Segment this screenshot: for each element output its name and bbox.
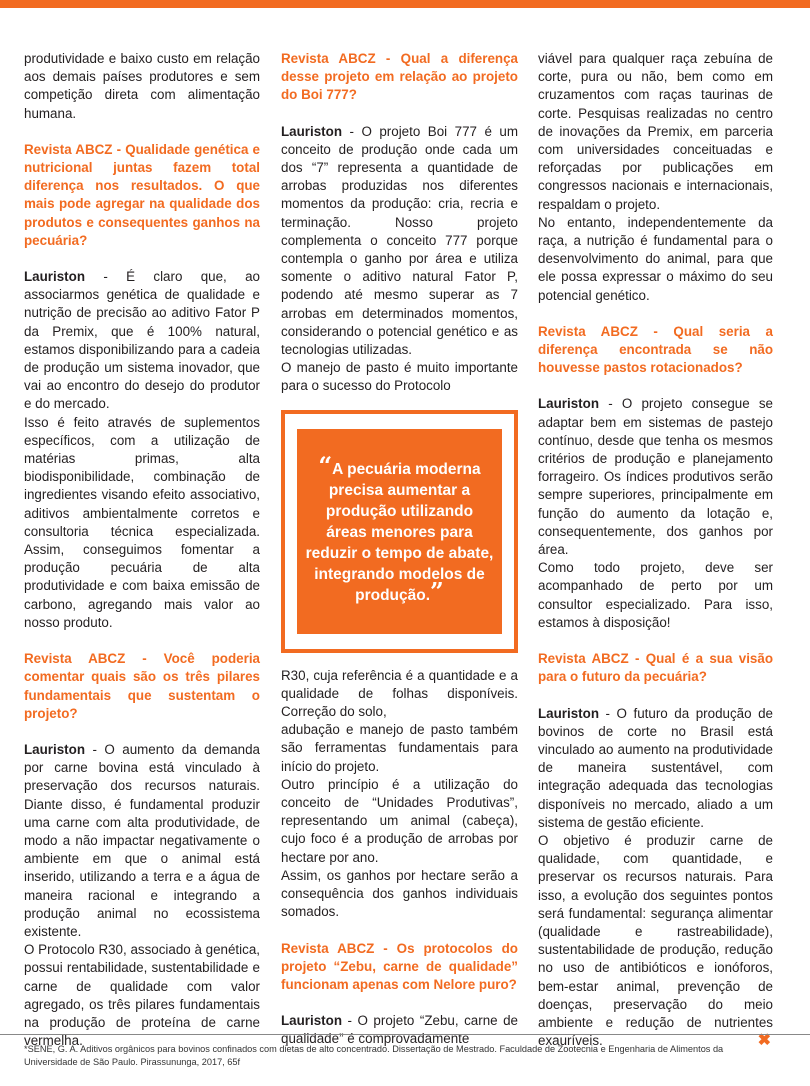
open-quote-mark: “ [318,450,333,480]
interview-question: Revista ABCZ - Qual seria a diferença encontrada se não houvesse pastos rotacionados? [538,323,773,376]
paragraph: Como todo projeto, deve ser acompanhado de perto por um consultor especializado. Para isso, estamos à disposição! [538,560,773,630]
top-accent-bar [0,0,810,8]
footnote: *SENE, G. A. Aditivos orgânicos para bovinos confinados com dietas de alto concentrado. Dissertação de Mestrado. Faculdade de Zootecnia e Engenharia de Alimentos da Universidade de São Paulo. Pirassununga, 2017, 65f [24,1044,724,1067]
speaker-name: Lauriston [24,741,86,757]
paragraph: Assim, os ganhos por hectare serão a consequência dos ganhos individuais somados. [281,867,518,920]
interview-question: Revista ABCZ - Qual a diferença desse projeto em relação ao projeto do Boi 777? [281,51,518,103]
article-end-icon: ✖ [757,1032,771,1050]
interview-question: Revista ABCZ - Os protocolos do projeto “Zebu, carne de qualidade” funcionam apenas com Nelore puro? [281,940,518,992]
interview-question: Revista ABCZ - Qualidade genética e nutricional juntas fazem total diferença nos resultados. O que mais pode agregar na qualidade dos produtos e consequentes ganhos na pecuária? [24,141,260,248]
column-3 [538,50,773,1050]
paragraph: O Protocolo R30, associado à genética, possui rentabilidade, sustentabilidade e carne de qualidade com valor agregado, os três pilares fundamentais na produção de proteína de carne vermelha. [24,942,260,1049]
paragraph: No entanto, independentemente da raça, a nutrição é fundamental para o desenvolvimento do animal, para que ele possa expressar o máximo do seu potencial genético. [538,214,773,303]
interview-answer [538,705,773,832]
paragraph: Isso é feito através de suplementos específicos, com a utilização de matérias primas, alta biodisponibilidade, combinação de ingredientes visando efeito associativo, aditivos ambientalmente corretos e consultoria técnica especializada. Assim, conseguimos fomentar a produção pecuária de alta produtividade e com baixa emissão de carbono, agregando mais valor ao nosso produto. [24,414,260,630]
speaker-name: Lauriston [538,705,600,721]
paragraph: Outro princípio é a utilização do conceito de “Unidades Produtivas”, representando um animal (cabeça), cujo foco é a produção de arrobas por hectare por ano. [281,776,518,865]
interview-answer [538,395,773,559]
paragraph: O manejo de pasto é muito importante para o sucesso do Protocolo [281,360,518,394]
paragraph [538,832,773,1050]
speaker-name: Lauriston [538,396,600,412]
speaker-name: Lauriston [24,269,86,285]
speaker-name: Lauriston [281,1013,343,1029]
answer-text: - O futuro da produção de bovinos de corte no Brasil está vinculado ao aumento na produtividade de maneira sustentável, com integração adequada das tecnologias disponíveis no mercado, aliado a um sistema de gestão eficiente. [538,705,773,830]
paragraph: adubação e manejo de pasto também são ferramentas fundamentais para início do projeto. [281,722,518,774]
interview-question: Revista ABCZ - Você poderia comentar quais são os três pilares fundamentais que sustentam o projeto? [24,651,260,721]
closing-text: O objetivo é produzir carne de qualidade, com quantidade, e preservar os recursos naturais. Para isso, a evolução dos seguintes pontos será fundamental: segurança alimentar (qualidade e rastreabilidade), sustentabilidade de produção, redução no uso de antibióticos e ionóforos, bem-estar animal, prevenção de doenças, preservação do meio ambiente e redução de nutrientes exauríveis. [538,832,773,1049]
column-2 [281,50,518,1049]
answer-text: - É claro que, ao associarmos genética de qualidade e nutrição de precisão ao aditivo Fator P da Premix, que é 100% natural, estamos disponibilizando para a cadeia de produção um sistema inovador, que vai ao encontro do desejo do produtor e do mercado. [24,269,260,412]
pull-quote-frame [281,410,518,653]
footnote-divider [0,1034,810,1035]
paragraph: viável para qualquer raça zebuína de corte, pura ou não, bem como em cruzamentos com raças taurinas de corte. Pesquisas realizadas no centro de inovações da Premix, em parceria com universidades conceituadas e reforçadas por publicações em congressos nacionais e internacionais, respaldam o projeto. [538,51,773,212]
interview-answer [24,268,260,414]
interview-answer [281,123,518,360]
pull-quote [297,429,502,634]
pull-quote-text: A pecuária moderna precisa aumentar a produção utilizando áreas menores para reduzir o tempo de abate, integrando modelos de produção. [305,460,494,604]
interview-question: Revista ABCZ - Qual é a sua visão para o futuro da pecuária? [538,651,773,685]
interview-answer [24,741,260,941]
paragraph: produtividade e baixo custo em relação aos demais países produtores e sem competição direta com alimentação humana. [24,51,260,121]
close-quote-mark: ” [430,576,444,606]
speaker-name: Lauriston [281,123,343,139]
paragraph: R30, cuja referência é a quantidade e a qualidade de folhas disponíveis. Correção do solo, [281,667,518,720]
answer-text: - O aumento da demanda por carne bovina está vinculado à preservação dos recursos naturais. Diante disso, é fundamental produzir uma carne com alta produtividade, de modo a não impactar negativamente o ambiente em que o animal está inserido, utilizando a terra e a água de maneira racional e integrando a produção animal no ecossistema existente. [24,741,260,939]
answer-text: - O projeto consegue se adaptar bem em sistemas de pastejo contínuo, desde que tenha os mesmos critérios de produção e planejamento forrageiro. Os índices produtivos serão sempre superiores, principalmente em função do aumento da lotação e, consequentemente, dos ganhos por área. [538,396,773,558]
answer-text: - O projeto Boi 777 é um conceito de produção onde cada um dos “7” representa a quantidade de arrobas produzidas nos diferentes momentos da produção: cria, recria e terminação. Nosso projeto complementa o conceito 777 porque contempla o ganho por área e utiliza somente o aditivo natural Fator P, podendo até mesmo superar as 7 arrobas em determinados momentos, considerando o potencial genético e as tecnologias utilizadas. [281,123,518,358]
answer-text: - O projeto “Zebu, carne de qualidade” é comprovadamente [281,1013,518,1047]
column-1 [24,50,260,1050]
